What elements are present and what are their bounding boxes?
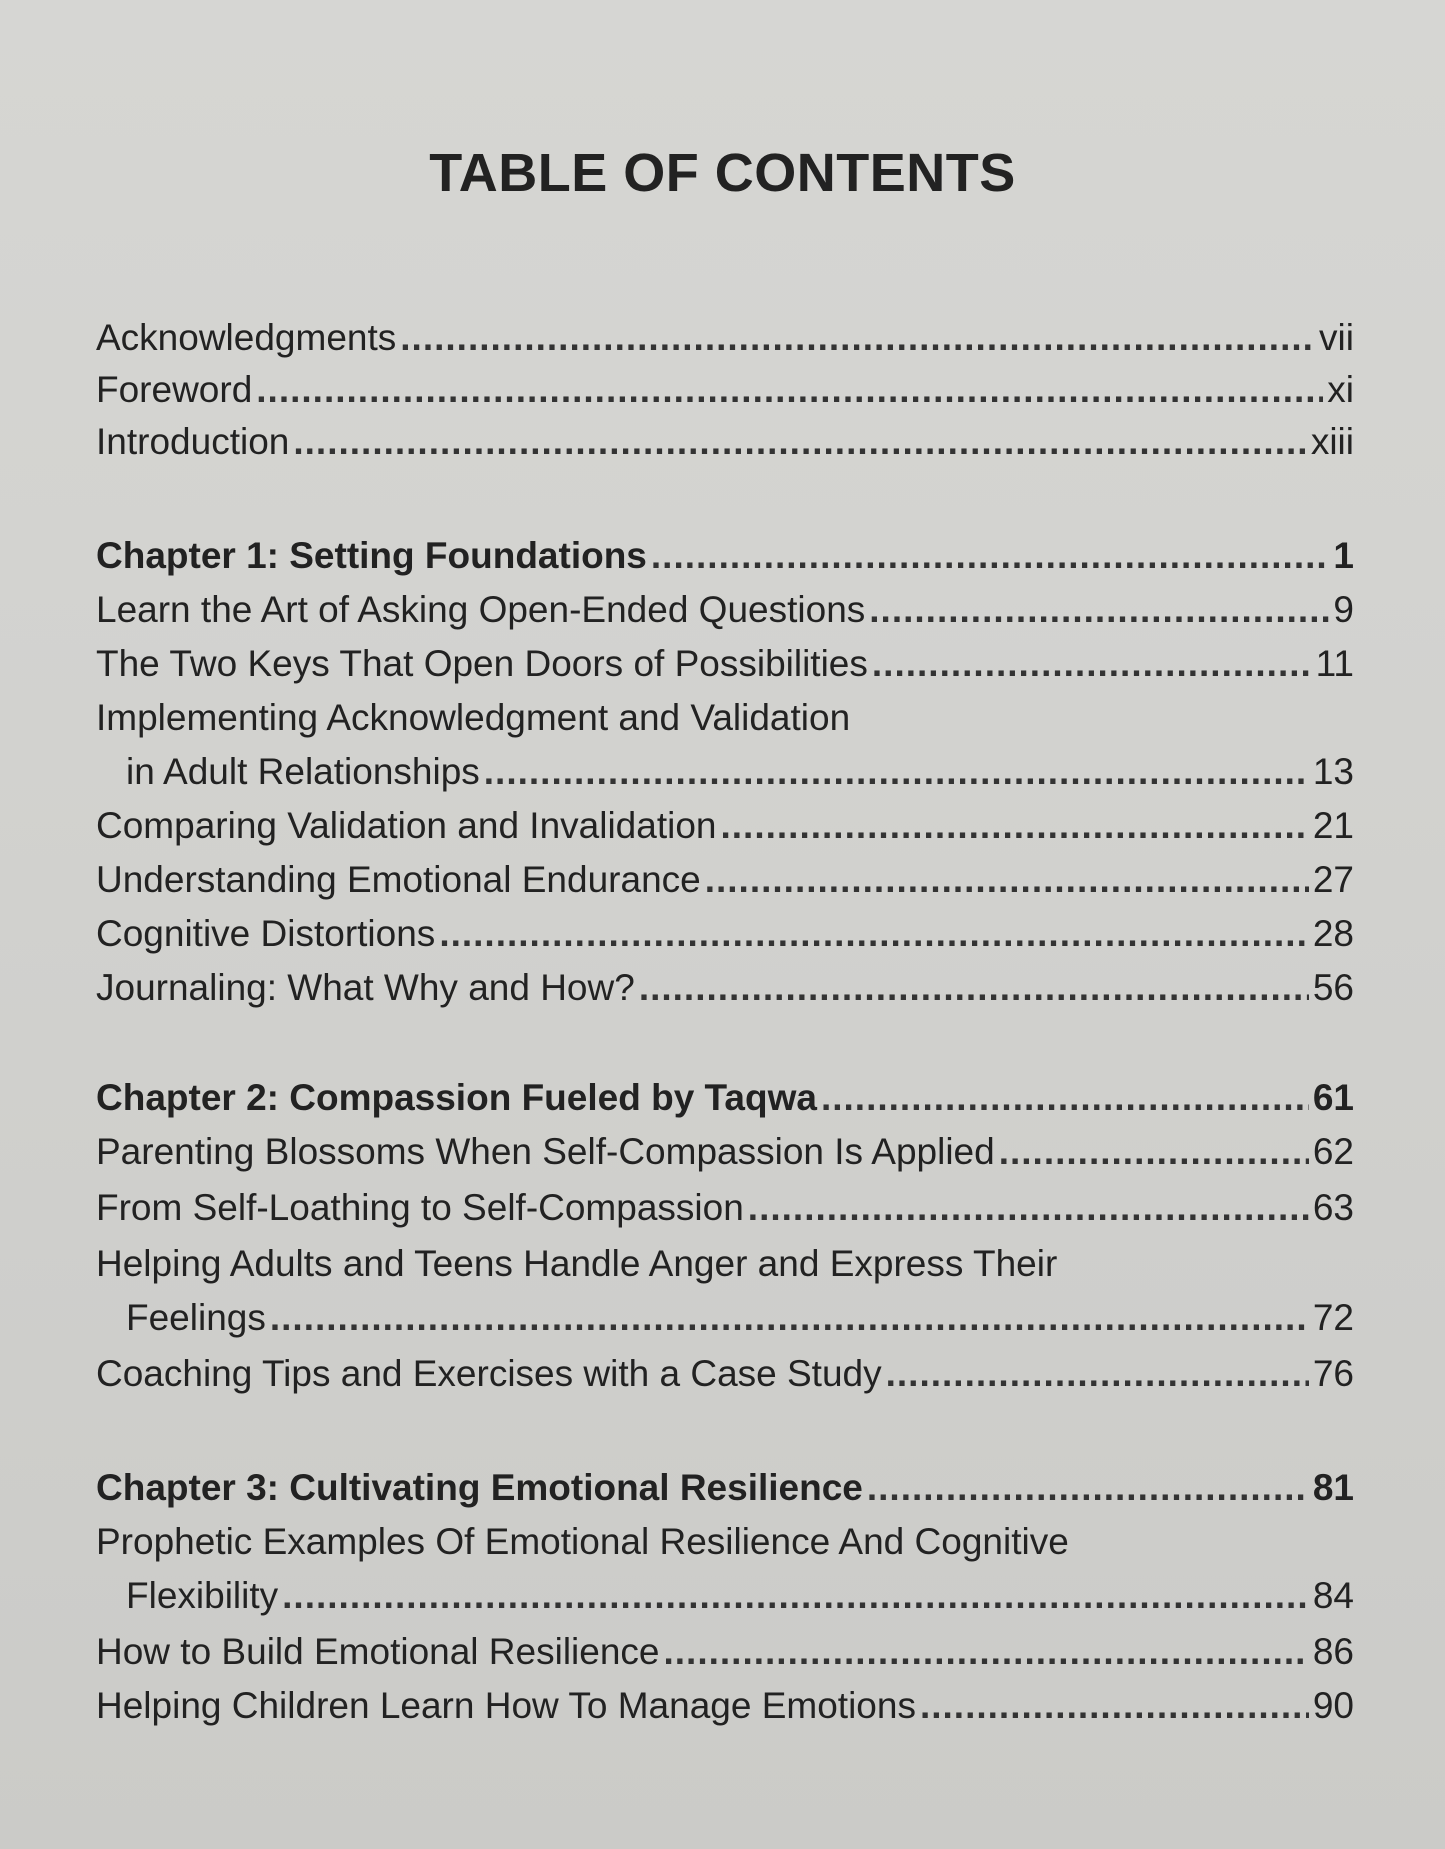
dot-leader — [293, 420, 1306, 464]
toc-page-number: 76 — [1312, 1353, 1354, 1394]
toc-page-number: 11 — [1315, 643, 1354, 684]
toc-entry[interactable] — [96, 1352, 1354, 1396]
toc-page-number: 61 — [1312, 1077, 1354, 1118]
dot-leader — [639, 966, 1309, 1010]
toc-chapter-label: Chapter 1: Setting Foundations — [96, 535, 647, 576]
toc-page-number: 1 — [1333, 535, 1354, 576]
toc-entry-label-line1[interactable]: Helping Adults and Teens Handle Anger and Express Their — [96, 1243, 1058, 1284]
toc-entry[interactable] — [126, 1296, 1354, 1340]
toc-page-number: 81 — [1312, 1467, 1354, 1508]
toc-page-number: xiii — [1310, 421, 1354, 462]
page-title: TABLE OF CONTENTS — [429, 143, 1016, 203]
dot-leader — [872, 642, 1312, 686]
toc-entry[interactable] — [96, 1130, 1354, 1174]
toc-chapter-label: Chapter 3: Cultivating Emotional Resilience — [96, 1467, 863, 1508]
dot-leader — [869, 588, 1329, 632]
toc-page-number: xi — [1327, 369, 1354, 410]
toc-page-number: 21 — [1312, 805, 1354, 846]
toc-entry-label: Journaling: What Why and How? — [96, 967, 635, 1008]
toc-entry-foreword[interactable] — [96, 368, 1354, 412]
toc-entry-label-line1[interactable]: Implementing Acknowledgment and Validation — [96, 697, 851, 738]
toc-entry-label: Coaching Tips and Exercises with a Case Study — [96, 1353, 882, 1394]
toc-entry-label: From Self-Loathing to Self-Compassion — [96, 1187, 744, 1228]
toc-entry-label-line2: Flexibility — [126, 1575, 279, 1616]
toc-chapter-1-heading[interactable] — [96, 534, 1354, 578]
toc-entry-label: Comparing Validation and Invalidation — [96, 805, 717, 846]
toc-page-number: 84 — [1312, 1575, 1354, 1616]
toc-page-number: 86 — [1312, 1631, 1354, 1672]
toc-page-number: 28 — [1312, 913, 1354, 954]
dot-leader — [821, 1076, 1309, 1120]
toc-entry-label-line2: in Adult Relationships — [126, 751, 480, 792]
toc-page-number: 62 — [1312, 1131, 1354, 1172]
toc-entry-acknowledgments[interactable] — [96, 316, 1354, 360]
toc-entry-label: Understanding Emotional Endurance — [96, 859, 701, 900]
dot-leader — [999, 1130, 1309, 1174]
dot-leader — [664, 1630, 1309, 1674]
toc-entry-label-line1[interactable]: Prophetic Examples Of Emotional Resilience And Cognitive — [96, 1521, 1069, 1562]
toc-entry[interactable] — [126, 1574, 1354, 1618]
toc-entry[interactable] — [96, 1630, 1354, 1674]
toc-entry[interactable] — [96, 858, 1354, 902]
toc-page-number: 63 — [1312, 1187, 1354, 1228]
dot-leader — [282, 1574, 1309, 1618]
dot-leader — [270, 1296, 1309, 1340]
toc-chapter-2-heading[interactable] — [96, 1076, 1354, 1120]
toc-entry[interactable] — [96, 966, 1354, 1010]
dot-leader — [886, 1352, 1309, 1396]
toc-entry-label: Introduction — [96, 421, 290, 462]
dot-leader — [920, 1684, 1309, 1728]
toc-entry-label: Cognitive Distortions — [96, 913, 436, 954]
toc-entry-label: Helping Children Learn How To Manage Emotions — [96, 1685, 916, 1726]
dot-leader — [748, 1186, 1309, 1230]
toc-entry[interactable] — [96, 1186, 1354, 1230]
toc-entry-label: Foreword — [96, 369, 253, 410]
toc-entry-introduction[interactable] — [96, 420, 1354, 464]
toc-page-number: vii — [1319, 317, 1354, 358]
dot-leader — [256, 368, 1323, 412]
dot-leader — [705, 858, 1309, 902]
dot-leader — [439, 912, 1309, 956]
toc-page-number: 56 — [1312, 967, 1354, 1008]
toc-entry[interactable] — [96, 804, 1354, 848]
toc-page-number: 13 — [1312, 751, 1354, 792]
dot-leader — [651, 534, 1330, 578]
toc-entry[interactable] — [126, 750, 1354, 794]
toc-entry-label: Parenting Blossoms When Self-Compassion Is Applied — [96, 1131, 995, 1172]
dot-leader — [484, 750, 1309, 794]
toc-entry-label: The Two Keys That Open Doors of Possibilities — [96, 643, 868, 684]
toc-page-number: 9 — [1333, 589, 1354, 630]
toc-entry[interactable] — [96, 642, 1354, 686]
toc-entry-label: How to Build Emotional Resilience — [96, 1631, 660, 1672]
toc-entry-label-line2: Feelings — [126, 1297, 266, 1338]
dot-leader — [867, 1466, 1309, 1510]
toc-chapter-label: Chapter 2: Compassion Fueled by Taqwa — [96, 1077, 817, 1118]
toc-page-number: 72 — [1312, 1297, 1354, 1338]
toc-entry[interactable] — [96, 588, 1354, 632]
toc-page-number: 90 — [1312, 1685, 1354, 1726]
toc-entry-label: Acknowledgments — [96, 317, 397, 358]
toc-entry[interactable] — [96, 912, 1354, 956]
toc-entry-label: Learn the Art of Asking Open-Ended Questions — [96, 589, 866, 630]
dot-leader — [721, 804, 1309, 848]
toc-entry[interactable] — [96, 1684, 1354, 1728]
toc-chapter-3-heading[interactable] — [96, 1466, 1354, 1510]
toc-page-number: 27 — [1312, 859, 1354, 900]
dot-leader — [400, 316, 1315, 360]
